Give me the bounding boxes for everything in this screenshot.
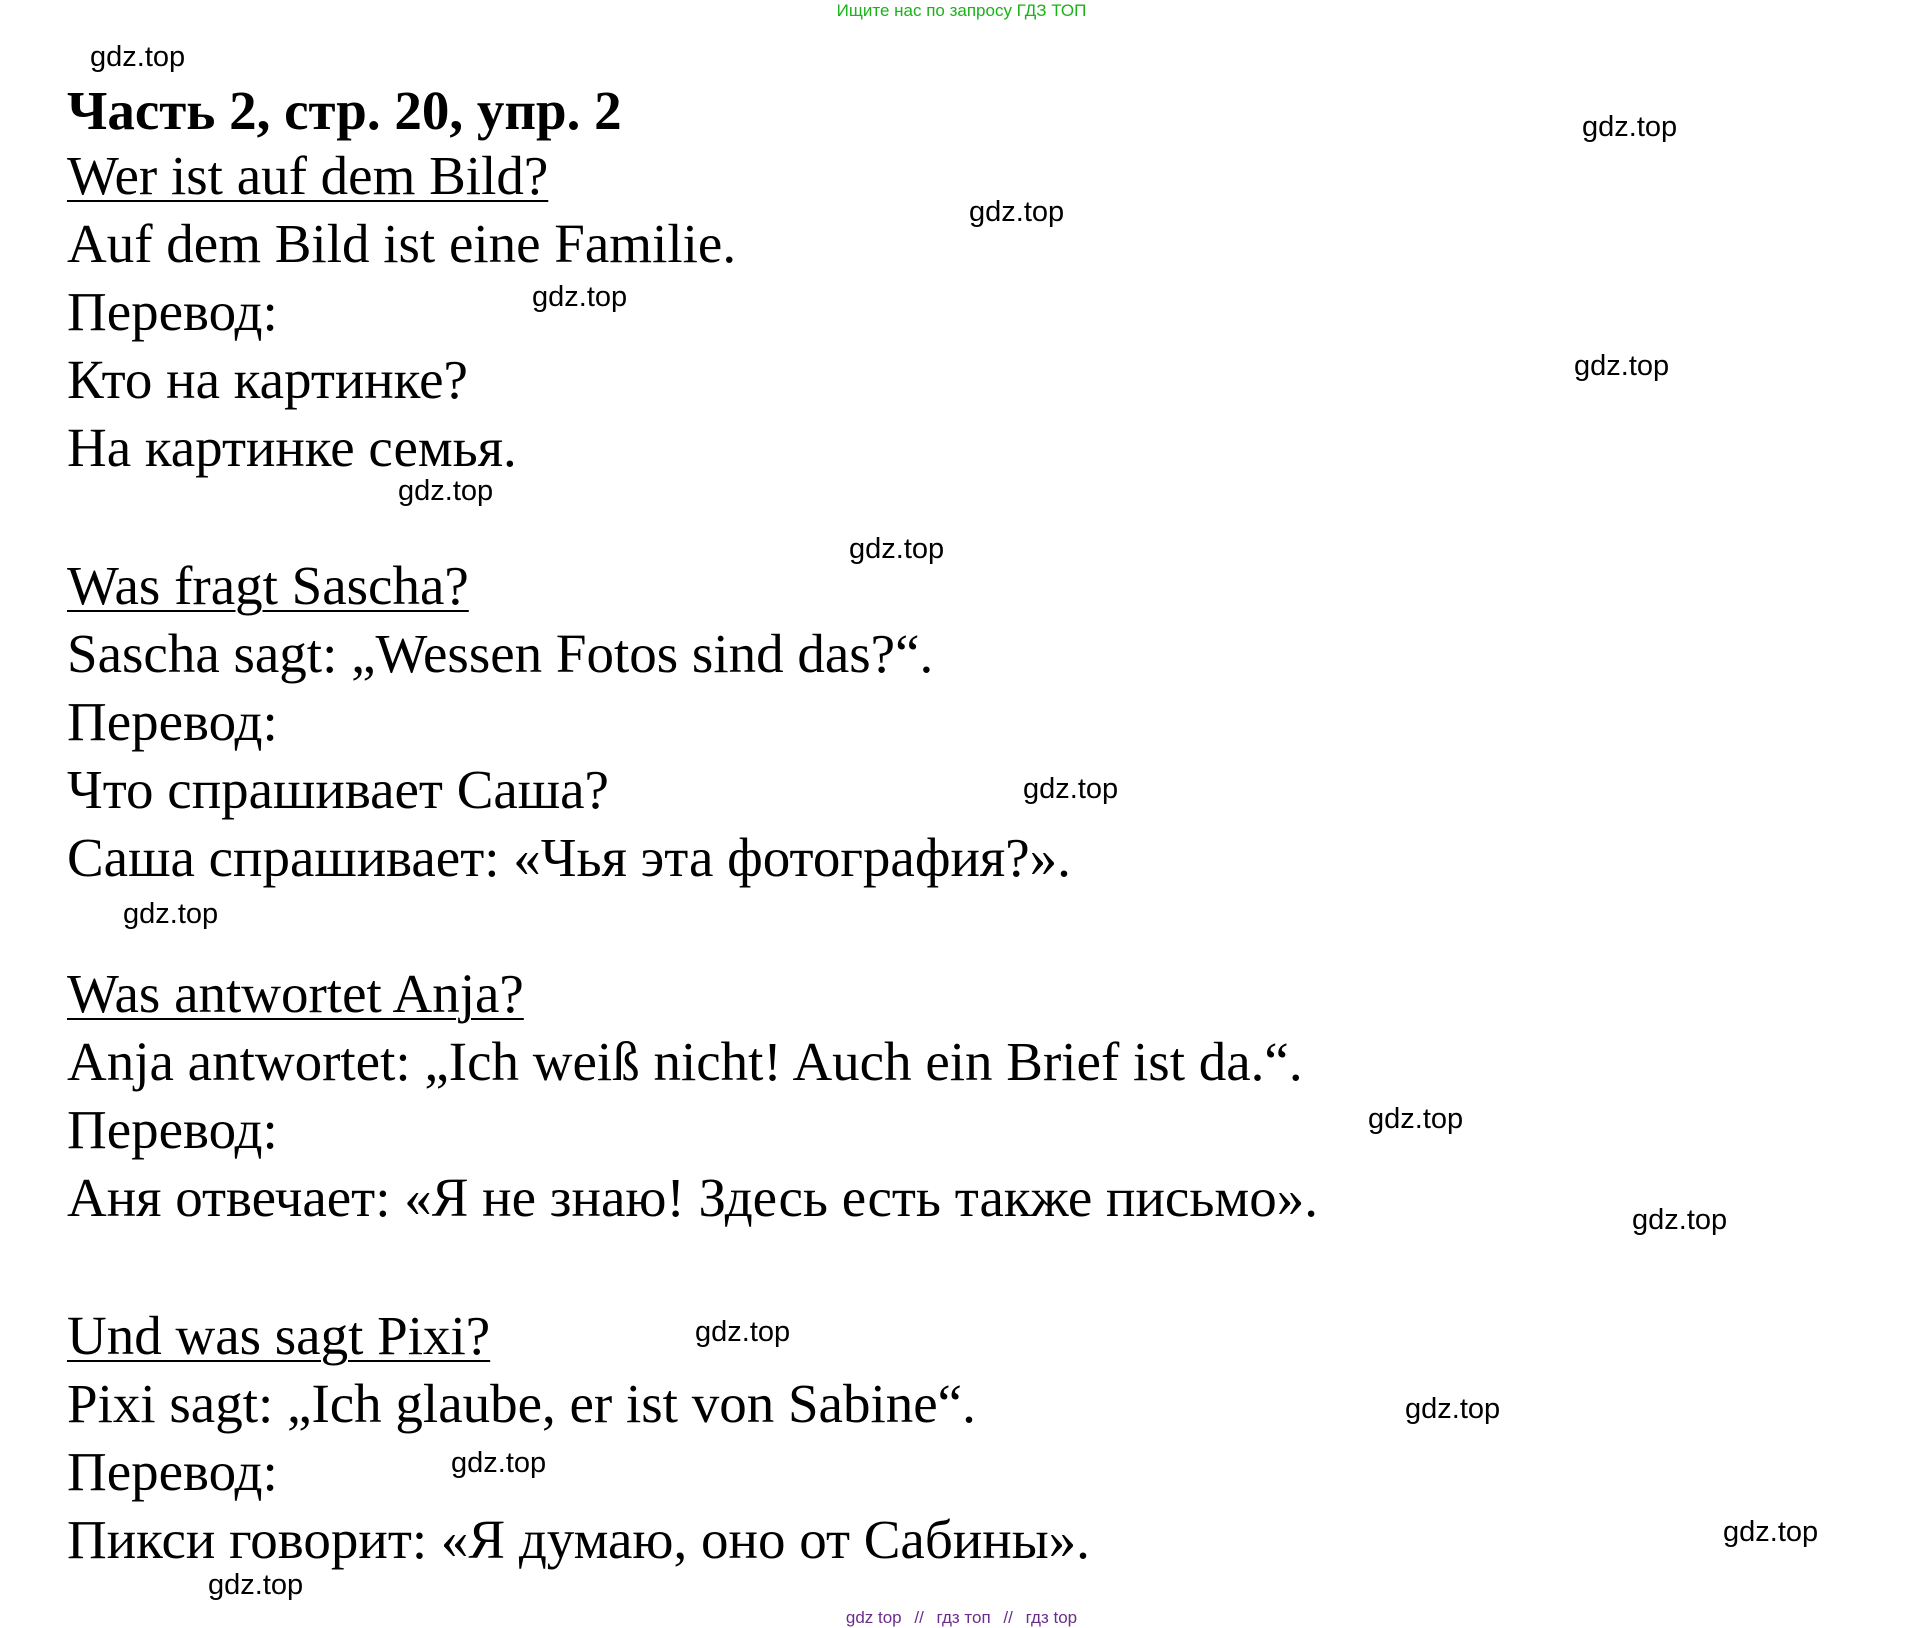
section-2-translation-answer: Саша спрашивает: «Чья эта фотография?». — [67, 827, 1071, 888]
section-1-translation-answer: На картинке семья. — [67, 417, 517, 478]
section-4-answer: Pixi sagt: „Ich glaube, er ist von Sabine“. — [67, 1373, 976, 1434]
top-banner: Ищите нас по запросу ГДЗ ТОП — [836, 1, 1087, 20]
section-1-translation-question: Кто на картинке? — [67, 349, 468, 410]
section-3-translation-label: Перевод: — [67, 1099, 278, 1160]
watermark: gdz.top — [451, 1447, 547, 1479]
section-1-translation-label: Перевод: — [67, 281, 278, 342]
watermark: gdz.top — [1632, 1204, 1728, 1236]
watermark: gdz.top — [1582, 111, 1678, 143]
watermark: gdz.top — [208, 1569, 304, 1601]
watermark: gdz.top — [695, 1316, 791, 1348]
footer-link[interactable]: гдз top — [1025, 1608, 1078, 1627]
footer-links — [0, 1608, 1923, 1628]
section-4-question: Und was sagt Pixi? — [67, 1305, 491, 1366]
page-title: Часть 2, стр. 20, упр. 2 — [67, 80, 622, 141]
footer-separator: // — [1003, 1608, 1013, 1627]
watermark: gdz.top — [1723, 1516, 1819, 1548]
footer-link[interactable]: gdz top — [845, 1608, 902, 1627]
section-1-question: Wer ist auf dem Bild? — [67, 145, 549, 206]
section-1-answer: Auf dem Bild ist eine Familie. — [67, 213, 737, 274]
watermark: gdz.top — [90, 41, 186, 73]
section-4-translation-label: Перевод: — [67, 1441, 278, 1502]
section-2-question: Was fragt Sascha? — [67, 555, 469, 616]
watermark: gdz.top — [1405, 1393, 1501, 1425]
footer-separator: // — [914, 1608, 924, 1627]
section-2-translation-label: Перевод: — [67, 691, 278, 752]
section-spacer — [67, 482, 1827, 552]
watermark: gdz.top — [969, 196, 1065, 228]
section-3-question: Was antwortet Anja? — [67, 963, 524, 1024]
footer-link[interactable]: гдз топ — [936, 1608, 991, 1627]
section-3-translation-answer: Аня отвечает: «Я не знаю! Здесь есть также письмо». — [67, 1167, 1318, 1228]
section-2-answer: Sascha sagt: „Wessen Fotos sind das?“. — [67, 623, 934, 684]
section-4-translation-answer: Пикси говорит: «Я думаю, оно от Сабины». — [67, 1509, 1090, 1570]
watermark: gdz.top — [398, 475, 494, 507]
watermark: gdz.top — [1023, 773, 1119, 805]
watermark: gdz.top — [532, 281, 628, 313]
watermark: gdz.top — [1574, 350, 1670, 382]
section-spacer — [67, 892, 1827, 960]
watermark: gdz.top — [1368, 1103, 1464, 1135]
section-spacer — [67, 1232, 1827, 1302]
document-content — [67, 80, 1827, 1574]
watermark: gdz.top — [849, 533, 945, 565]
section-2-translation-question: Что спрашивает Саша? — [67, 759, 609, 820]
section-3-answer: Anja antwortet: „Ich weiß nicht! Auch ein Brief ist da.“. — [67, 1031, 1303, 1092]
watermark: gdz.top — [123, 898, 219, 930]
